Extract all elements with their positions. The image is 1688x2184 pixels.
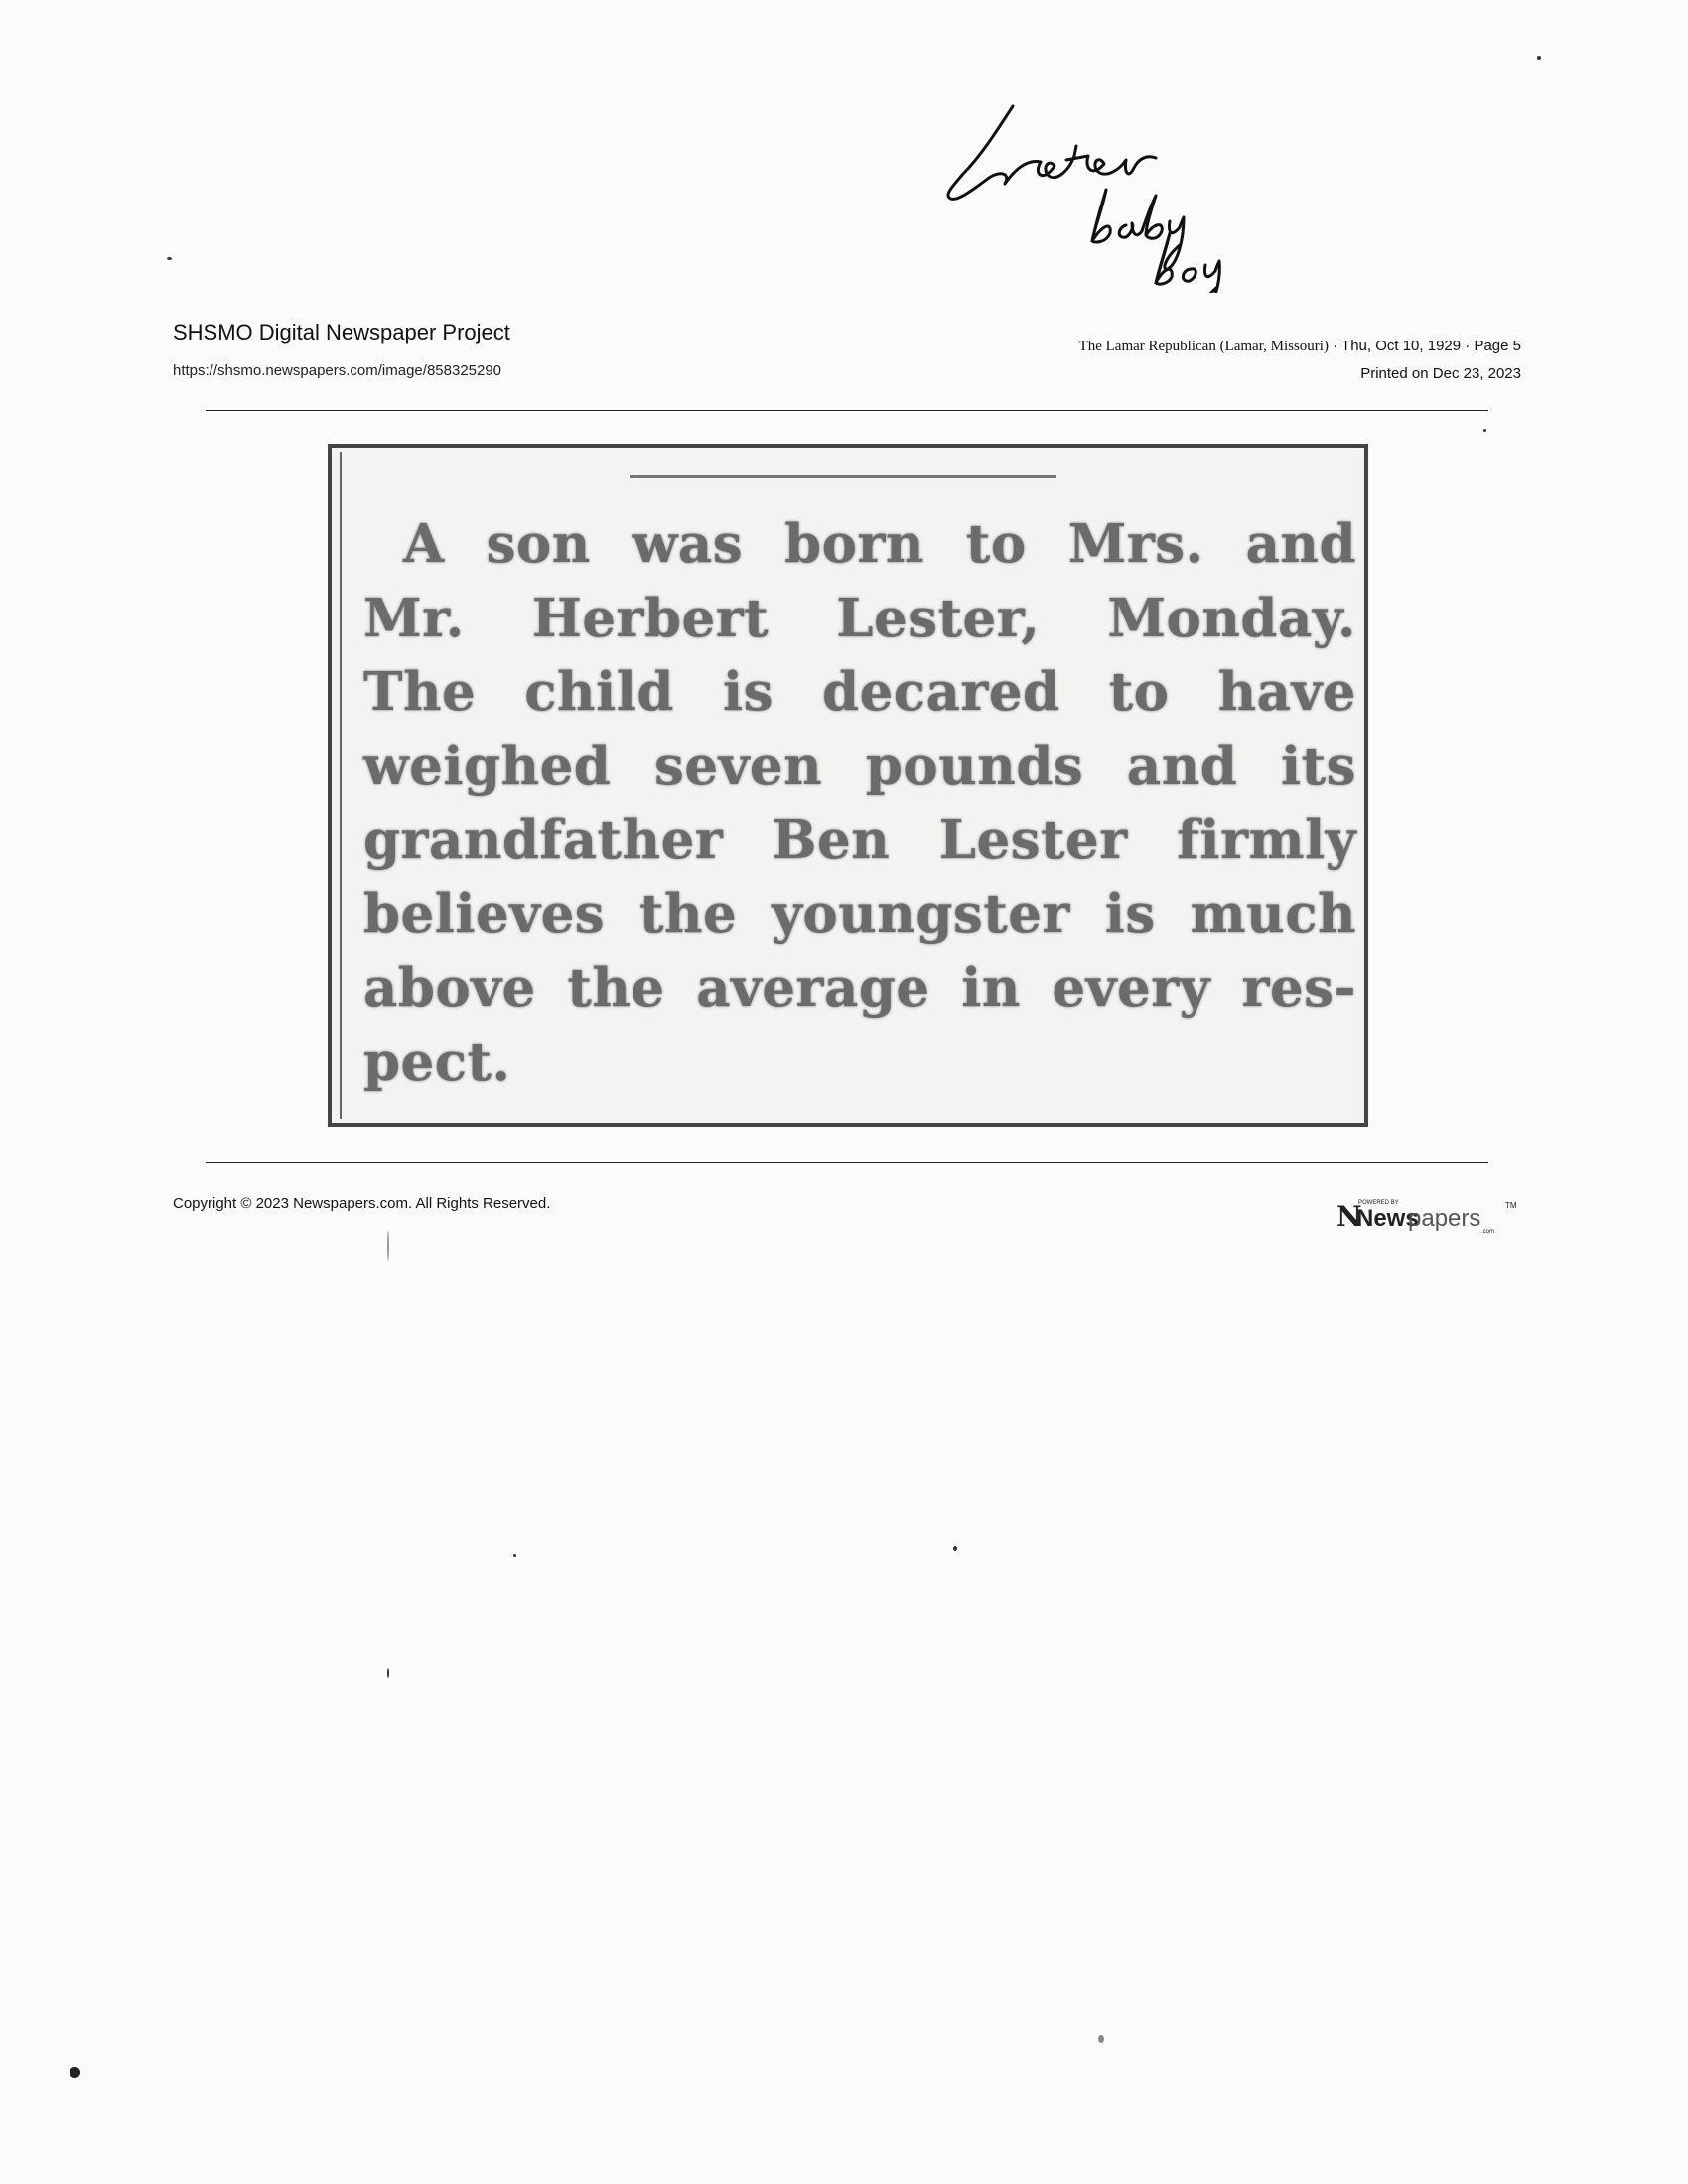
scan-speck [387,1668,389,1678]
clipping-line: weighed seven pounds and its [363,735,1356,797]
scan-speck [953,1546,957,1551]
logo-name-bold: News [1356,1205,1419,1232]
handwritten-note [943,94,1281,293]
scan-speck [167,257,172,260]
newspaper-clipping [328,444,1368,1127]
scan-speck [70,2067,80,2078]
clipping-text [363,507,1356,1099]
logo-com: .com [1481,1229,1495,1234]
clipping-line: The child is decared to have [363,661,1356,723]
logo-tm: TM [1505,1201,1517,1210]
clipping-line: above the average in every res- [363,957,1356,1019]
publication-name: The Lamar Republican (Lamar, Missouri) [1078,339,1329,354]
scan-speck [1098,2035,1104,2043]
logo-name-light: papers [1408,1205,1481,1232]
scan-speck [387,1231,389,1261]
publication-line [1079,338,1521,355]
clipping-line: pect. [363,1030,511,1093]
clipping-line: Mr. Herbert Lester, Monday. [363,587,1356,649]
separator: · [1333,338,1338,354]
scan-speck [513,1554,516,1557]
divider-top [206,410,1488,411]
clipping-border-rule [340,452,342,1119]
logo-powered-by: POWERED BY [1358,1200,1399,1206]
newspapers-logo [1335,1194,1523,1234]
page-number: Page 5 [1474,338,1521,354]
separator: · [1465,338,1471,354]
divider-bottom [206,1162,1488,1163]
scan-speck [1483,429,1486,432]
clipping-line: A son was born to Mrs. and [403,513,1356,575]
scan-speck [1537,56,1541,60]
svg-text:N: N [1336,1200,1362,1233]
clipping-head-rule [630,475,1056,478]
clipping-line: believes the youngster is much [363,883,1356,945]
copyright-notice: Copyright © 2023 Newspapers.com. All Rights Reserved. [173,1195,551,1212]
publication-date: Thu, Oct 10, 1929 [1341,338,1462,354]
printed-date: Printed on Dec 23, 2023 [1360,365,1521,382]
project-title: SHSMO Digital Newspaper Project [173,320,510,344]
clipping-line: grandfather Ben Lester firmly [363,809,1356,871]
project-url[interactable]: https://shsmo.newspapers.com/image/858325290 [173,362,502,379]
